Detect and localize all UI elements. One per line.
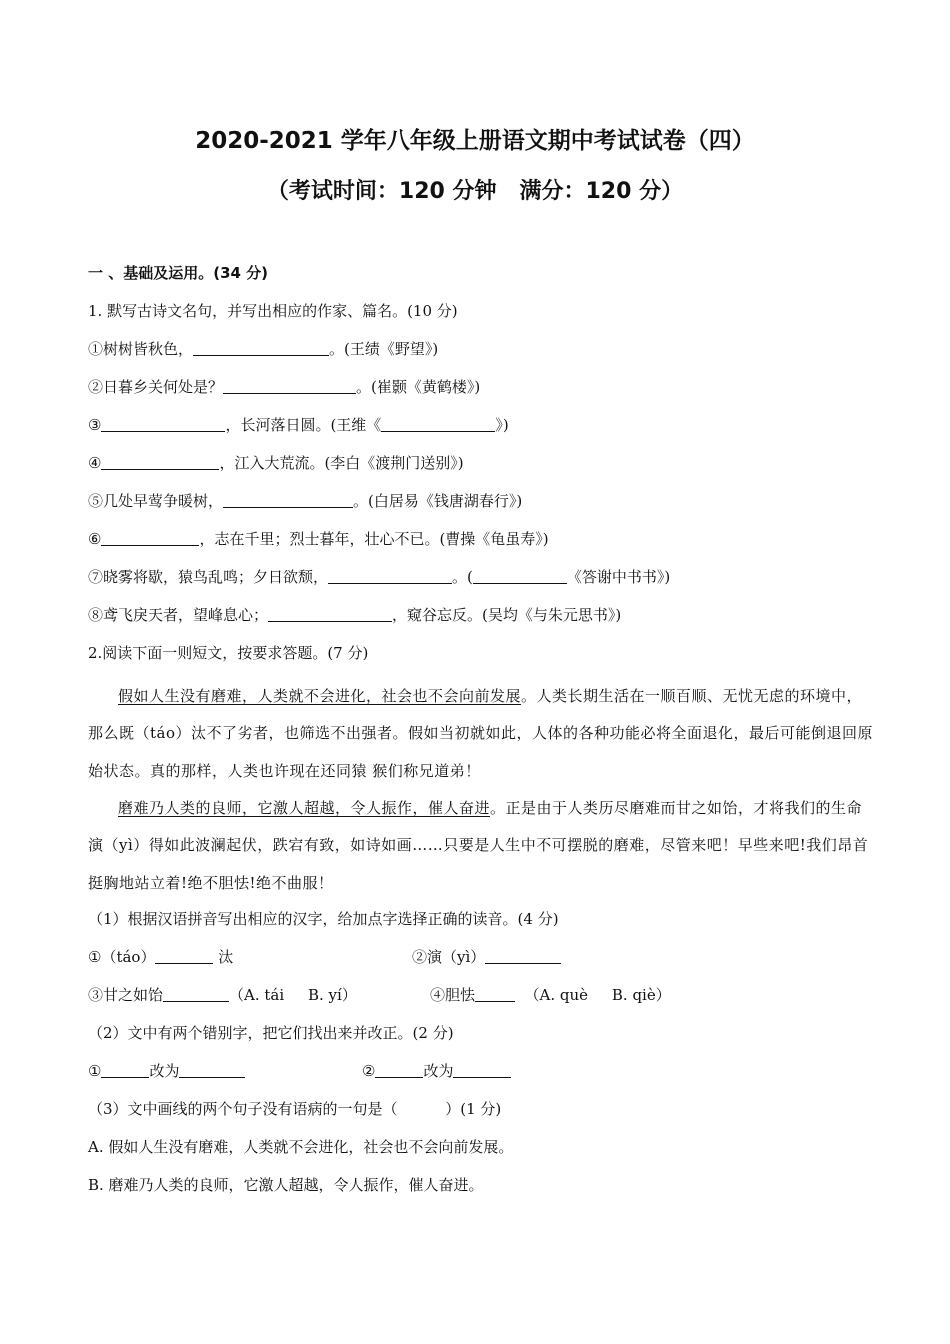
question-2-stem: 2.阅读下面一则短文，按要求答题。(7 分) — [88, 644, 369, 662]
answer-blank[interactable] — [485, 947, 561, 964]
answer-blank[interactable] — [328, 567, 452, 584]
answer-blank[interactable] — [101, 453, 219, 470]
option-b: B. 磨难乃人类的良师，它激人超越，令人振作，催人奋进。 — [88, 1176, 484, 1194]
option-a: A. 假如人生没有磨难，人类就不会进化，社会也不会向前发展。 — [88, 1138, 514, 1156]
q1-item-3: ③ ，长河落日圆。(王维《 》) — [88, 416, 509, 434]
q1-item-1: ①树树皆秋色， 。(王绩《野望》) — [88, 340, 439, 358]
q1-item-7: ⑦晓雾将歇，猿鸟乱鸣；夕日欲颓， 。( 《答谢中书书》) — [88, 568, 671, 586]
answer-blank[interactable] — [101, 529, 199, 546]
q1-item-2: ②日暮乡关何处是？ 。(崔颢《黄鹤楼》) — [88, 378, 481, 396]
answer-blank[interactable] — [381, 415, 495, 432]
sub2-row-right: ② 改为 — [362, 1060, 511, 1082]
answer-blank[interactable] — [163, 985, 229, 1002]
exam-subtitle: （考试时间：120 分钟 满分：120 分） — [266, 179, 684, 204]
sub1-row-2-right: ④胆怯 （A. què B. qiè） — [430, 986, 671, 1004]
answer-blank[interactable] — [475, 985, 515, 1002]
underlined-sentence-a: 假如人生没有磨难，人类就不会进化，社会也不会向前发展 — [118, 687, 522, 705]
reading-paragraph-2: 磨难乃人类的良师，它激人超越，令人振作，催人奋进。正是由于人类历尽磨难而甘之如饴，才将我们的生命演（yì）得如此波澜起伏，跌宕有致，如诗如画……只要是人生中不可摆脱的磨难，尽管来吧！早些来吧!我们昂首挺胸地站立着!绝不胆怯!绝不曲服！ — [88, 799, 869, 892]
sub1-row-2: ③甘之如饴 （A. tái B. yí） — [88, 986, 357, 1004]
question-1-stem: 1. 默写古诗文名句，并写出相应的作家、篇名。(10 分) — [88, 302, 458, 320]
answer-blank[interactable] — [268, 605, 392, 622]
q1-item-6: ⑥ ，志在千里；烈士暮年，壮心不已。(曹操《龟虽寿》) — [88, 530, 549, 548]
answer-blank[interactable] — [155, 947, 213, 964]
answer-blank[interactable] — [473, 567, 567, 584]
exam-title: 2020-2021 学年八年级上册语文期中考试试卷（四） — [195, 128, 755, 154]
sub1-row-1-right: ②演（yì） — [412, 946, 561, 968]
answer-blank[interactable] — [179, 1061, 245, 1078]
sub1-row-1: ①（táo） 汰 — [88, 948, 234, 966]
answer-blank[interactable] — [375, 1061, 423, 1078]
answer-blank[interactable] — [223, 377, 356, 394]
q1-item-4: ④ ，江入大荒流。(李白《渡荆门送别》) — [88, 454, 464, 472]
sub-question-3-stem: （3）文中画线的两个句子没有语病的一句是（ ）(1 分) — [88, 1100, 502, 1118]
answer-blank[interactable] — [223, 491, 353, 508]
q1-item-5: ⑤几处早莺争暖树， 。(白居易《钱唐湖春行》) — [88, 492, 523, 510]
answer-blank[interactable] — [193, 339, 329, 356]
answer-blank[interactable] — [453, 1061, 511, 1078]
answer-blank[interactable] — [101, 1061, 149, 1078]
sub-question-2-stem: （2）文中有两个错别字，把它们找出来并改正。(2 分) — [88, 1024, 454, 1042]
underlined-sentence-b: 磨难乃人类的良师，它激人超越，令人振作，催人奋进 — [118, 799, 491, 817]
section-heading: 一 、基础及运用。(34 分) — [88, 264, 269, 282]
reading-paragraph-1: 假如人生没有磨难，人类就不会进化，社会也不会向前发展。人类长期生活在一顺百顺、无忧无虑的环境中，那么既（táo）汰不了劣者，也筛选不出强者。假如当初就如此，人体的各种功能必将全面退化，最后可能倒退回原始状态。真的那样，人类也许现在还同猿 猴们称兄道弟！ — [88, 687, 874, 780]
answer-blank[interactable] — [101, 415, 225, 432]
sub2-row: ① 改为 — [88, 1060, 245, 1082]
q1-item-8: ⑧鸢飞戾天者，望峰息心； ，窥谷忘反。(吴均《与朱元思书》) — [88, 606, 622, 624]
sub-question-1-stem: （1）根据汉语拼音写出相应的汉字，给加点字选择正确的读音。(4 分) — [88, 910, 559, 928]
